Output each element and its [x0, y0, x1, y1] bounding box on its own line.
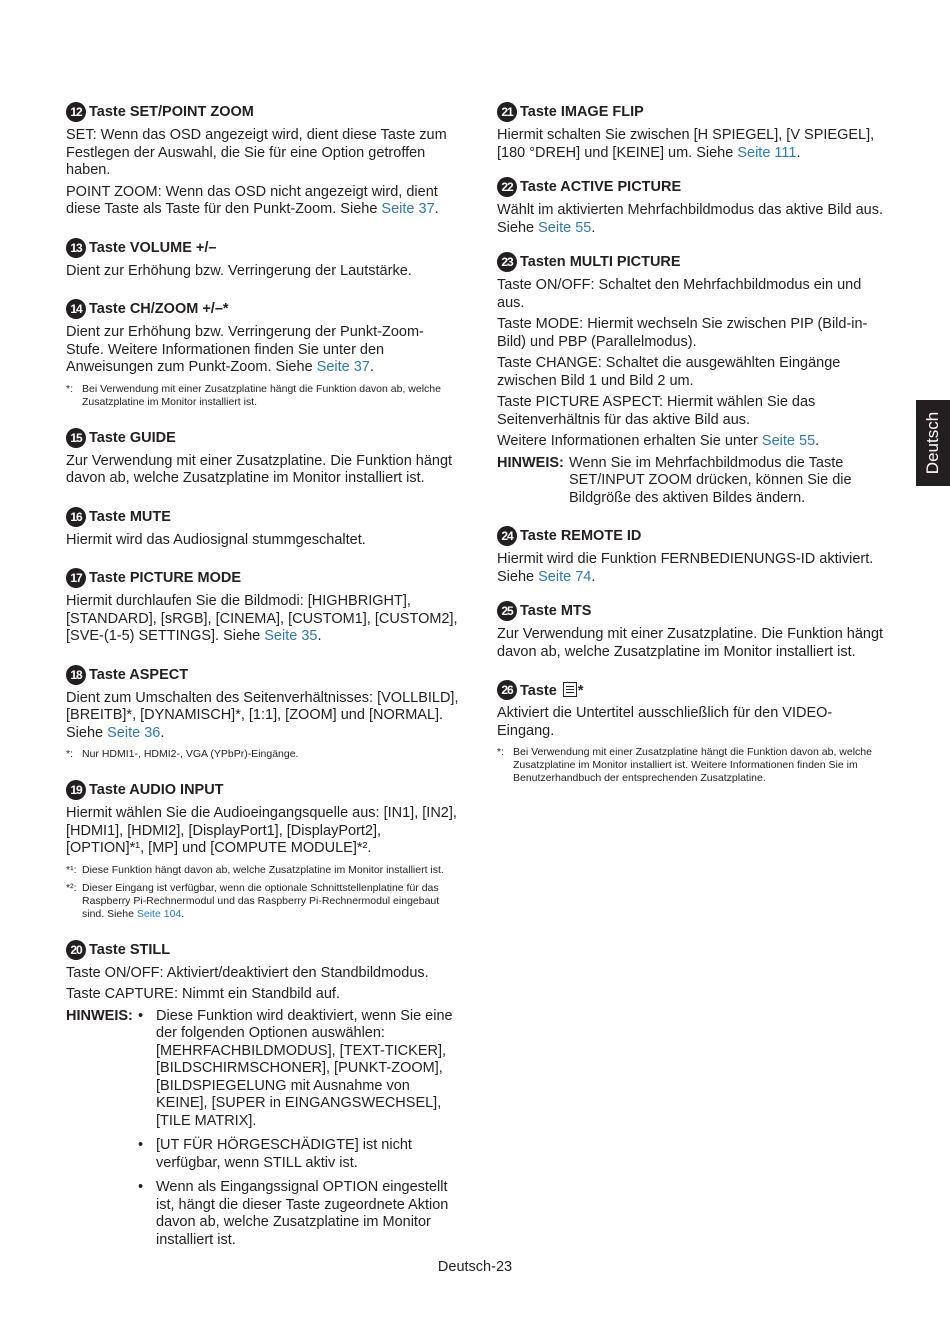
- section-title: Taste STILL: [89, 941, 171, 958]
- section-subtitle: [497, 679, 887, 785]
- page-link[interactable]: Seite 36: [107, 724, 161, 741]
- page-link[interactable]: Seite 37: [381, 201, 435, 217]
- number-badge: 14: [66, 299, 86, 319]
- paragraph: POINT ZOOM: Wenn das OSD nicht angezeigt wird, dient diese Taste als Taste für den Punkt-Zoom. Siehe Seite 37.: [66, 183, 439, 217]
- paragraph: Aktiviert die Untertitel ausschließlich für den VIDEO-Eingang.: [497, 705, 833, 739]
- page-link[interactable]: Seite 104: [136, 907, 182, 920]
- number-badge: 16: [66, 507, 86, 527]
- number-badge: 24: [497, 526, 517, 546]
- number-badge: 23: [497, 252, 517, 272]
- paragraph: Dient zur Erhöhung bzw. Verringerung der Lautstärke.: [66, 262, 412, 279]
- number-badge: 17: [66, 568, 86, 588]
- section-active-picture: [497, 176, 887, 237]
- section-image-flip: [497, 101, 887, 162]
- paragraph: Zur Verwendung mit einer Zusatzplatine. Die Funktion hängt davon ab, welche Zusatzplatine im Monitor installiert ist.: [66, 452, 453, 486]
- note-list: [138, 1008, 460, 1257]
- paragraph: Zur Verwendung mit einer Zusatzplatine. Die Funktion hängt davon ab, welche Zusatzplatine im Monitor installiert ist.: [497, 626, 884, 660]
- section-still: [66, 939, 460, 1257]
- section-multi-picture: [497, 251, 887, 507]
- paragraph: SET: Wenn das OSD angezeigt wird, dient diese Taste zum Festlegen der Auswahl, die Sie für eine Option getroffen haben.: [66, 127, 447, 178]
- paragraph: Weitere Informationen erhalten Sie unter Seite 55.: [497, 433, 820, 449]
- section-title: Taste ACTIVE PICTURE: [520, 179, 682, 195]
- section-title: Taste SET/POINT ZOOM: [89, 104, 254, 120]
- page-link[interactable]: Seite 55: [761, 433, 816, 449]
- page-link[interactable]: Seite 35: [264, 628, 318, 644]
- note-label: HINWEIS:: [66, 1007, 133, 1024]
- number-badge: 15: [66, 428, 86, 448]
- section-mts: [497, 600, 887, 661]
- note-block: [497, 455, 887, 508]
- page-link[interactable]: Seite 37: [316, 359, 370, 375]
- number-badge: 20: [66, 940, 86, 960]
- section-title: Taste VOLUME +/–: [89, 239, 217, 256]
- note-label: HINWEIS:: [497, 454, 564, 471]
- section-audio-input: [66, 779, 460, 921]
- number-badge: 21: [497, 102, 517, 122]
- paragraph: Taste CAPTURE: Nimmt ein Standbild auf.: [66, 986, 340, 1002]
- page-number: Deutsch-23: [437, 1259, 513, 1275]
- page-link[interactable]: Seite 55: [538, 219, 592, 236]
- footnote: *: Bei Verwendung mit einer Zusatzplatine hängt die Funktion davon ab, welche Zusatzplatine im Monitor installiert ist. Weitere Informationen finden Sie im Benutzerhandbuch der entsprechenden Zusatzplatine.: [497, 746, 872, 784]
- paragraph: Hiermit wählen Sie die Audioeingangsquelle aus: [IN1], [IN2], [HDMI1], [HDMI2], [DisplayPort1], [DisplayPort2], [OPTION]*¹, [MP] und [COMPUTE MODULE]*².: [66, 805, 457, 856]
- section-mute: [66, 506, 460, 550]
- paragraph: Taste CHANGE: Schaltet die ausgewählten Eingänge zwischen Bild 1 und Bild 2 um.: [497, 355, 841, 389]
- section-title: Tasten MULTI PICTURE: [520, 254, 681, 270]
- paragraph: Hiermit wird das Audiosignal stummgeschaltet.: [66, 531, 366, 548]
- paragraph: Wählt im aktivierten Mehrfachbildmodus das aktive Bild aus. Siehe Seite 55.: [497, 202, 884, 236]
- note-text: Wenn Sie im Mehrfachbildmodus die Taste SET/INPUT ZOOM drücken, können Sie die Bildgröße des aktiven Bildes ändern.: [569, 454, 852, 506]
- section-title: Taste CH/ZOOM +/–*: [89, 301, 229, 317]
- section-title: Taste GUIDE: [89, 429, 176, 446]
- section-title: Taste *: [520, 682, 584, 699]
- number-badge: 12: [66, 102, 86, 122]
- right-column: [497, 101, 887, 803]
- paragraph: Dient zur Erhöhung bzw. Verringerung der Punkt-Zoom-Stufe. Weitere Informationen finden Sie unter den Anweisungen zum Punkt-Zoom. Siehe Seite 37.: [66, 324, 424, 375]
- section-set-point-zoom: [66, 101, 460, 219]
- paragraph: Taste MODE: Hiermit wechseln Sie zwischen PIP (Bild-in-Bild) und PBP (Parallelmodus).: [497, 316, 868, 350]
- list-item: • [UT FÜR HÖRGESCHÄDIGTE] ist nicht verfügbar, wenn STILL aktiv ist.: [138, 1137, 412, 1171]
- section-title: Taste MTS: [520, 603, 592, 619]
- paragraph: Hiermit durchlaufen Sie die Bildmodi: [HIGHBRIGHT], [STANDARD], [sRGB], [CINEMA], [CUSTOM1], [CUSTOM2], [SVE-(1-5) SETTINGS]. Siehe Seite 35.: [66, 593, 458, 644]
- number-badge: 13: [66, 238, 86, 258]
- subtitle-icon: [563, 682, 577, 697]
- section-title: Taste PICTURE MODE: [89, 570, 242, 586]
- section-title: Taste MUTE: [89, 508, 171, 525]
- paragraph: Hiermit schalten Sie zwischen [H SPIEGEL], [V SPIEGEL], [180 °DREH] und [KEINE] um. Siehe Seite 111.: [497, 127, 875, 161]
- number-badge: 25: [497, 601, 517, 621]
- number-badge: 19: [66, 780, 86, 800]
- page-link[interactable]: Seite 74: [538, 568, 592, 585]
- paragraph: Hiermit wird die Funktion FERNBEDIENUNGS-ID aktiviert. Siehe Seite 74.: [497, 551, 874, 585]
- footnote: *: Nur HDMI1-, HDMI2-, VGA (YPbPr)-Eingänge.: [66, 748, 299, 760]
- number-badge: 18: [66, 665, 86, 685]
- section-guide: [66, 427, 460, 488]
- note-block: [66, 1008, 460, 1257]
- paragraph: Taste PICTURE ASPECT: Hiermit wählen Sie das Seitenverhältnis für das aktive Bild aus.: [497, 394, 816, 428]
- number-badge: 26: [497, 680, 517, 700]
- language-tab-label: Deutsch: [923, 411, 942, 475]
- section-title: Taste IMAGE FLIP: [520, 104, 644, 120]
- section-volume: [66, 237, 460, 281]
- language-tab[interactable]: [916, 400, 950, 486]
- section-title: Taste REMOTE ID: [520, 528, 642, 544]
- left-column: [66, 101, 460, 1274]
- list-item: • Diese Funktion wird deaktiviert, wenn Sie eine der folgenden Optionen auswählen: [MEHRFACHBILDMODUS], [TEXT-TICKER], [BILDSCHIRMSCHONER], [PUNKT-ZOOM], [BILDSPIEGELUNG mit Ausnahme von KEINE], [SUPER in EINGANGSWECHSEL], [TILE MATRIX].: [138, 1007, 453, 1129]
- section-remote-id: [497, 525, 887, 586]
- section-title: Taste ASPECT: [89, 666, 189, 683]
- list-item: • Wenn als Eingangssignal OPTION eingestellt ist, hängt die dieser Taste zugeordnete Aktion davon ab, welche Zusatzplatine im Monitor installiert ist.: [138, 1179, 449, 1248]
- number-badge: 22: [497, 177, 517, 197]
- footnote: *: Bei Verwendung mit einer Zusatzplatine hängt die Funktion davon ab, welche Zusatzplatine im Monitor installiert ist.: [66, 382, 441, 408]
- footnote: *²: Dieser Eingang ist verfügbar, wenn die optionale Schnittstellenplatine für das Raspberry Pi-Rechnermodul und das Raspberry Pi-Rechnermodul eingebaut sind. Siehe Seite 104.: [66, 881, 440, 920]
- section-aspect: [66, 664, 460, 762]
- paragraph: Taste ON/OFF: Schaltet den Mehrfachbildmodus ein und aus.: [497, 277, 862, 311]
- page-link[interactable]: Seite 111: [737, 144, 797, 161]
- paragraph: Taste ON/OFF: Aktiviert/deaktiviert den Standbildmodus.: [66, 964, 429, 981]
- section-title: Taste AUDIO INPUT: [89, 782, 224, 798]
- section-ch-zoom: [66, 298, 460, 409]
- paragraph: Dient zum Umschalten des Seitenverhältnisses: [VOLLBILD], [BREITB]*, [DYNAMISCH]*, [1:1], [ZOOM] und [NORMAL]. Siehe Seite 36.: [66, 689, 459, 741]
- section-picture-mode: [66, 567, 460, 646]
- footnote: *¹: Diese Funktion hängt davon ab, welche Zusatzplatine im Monitor installiert ist.: [66, 863, 444, 876]
